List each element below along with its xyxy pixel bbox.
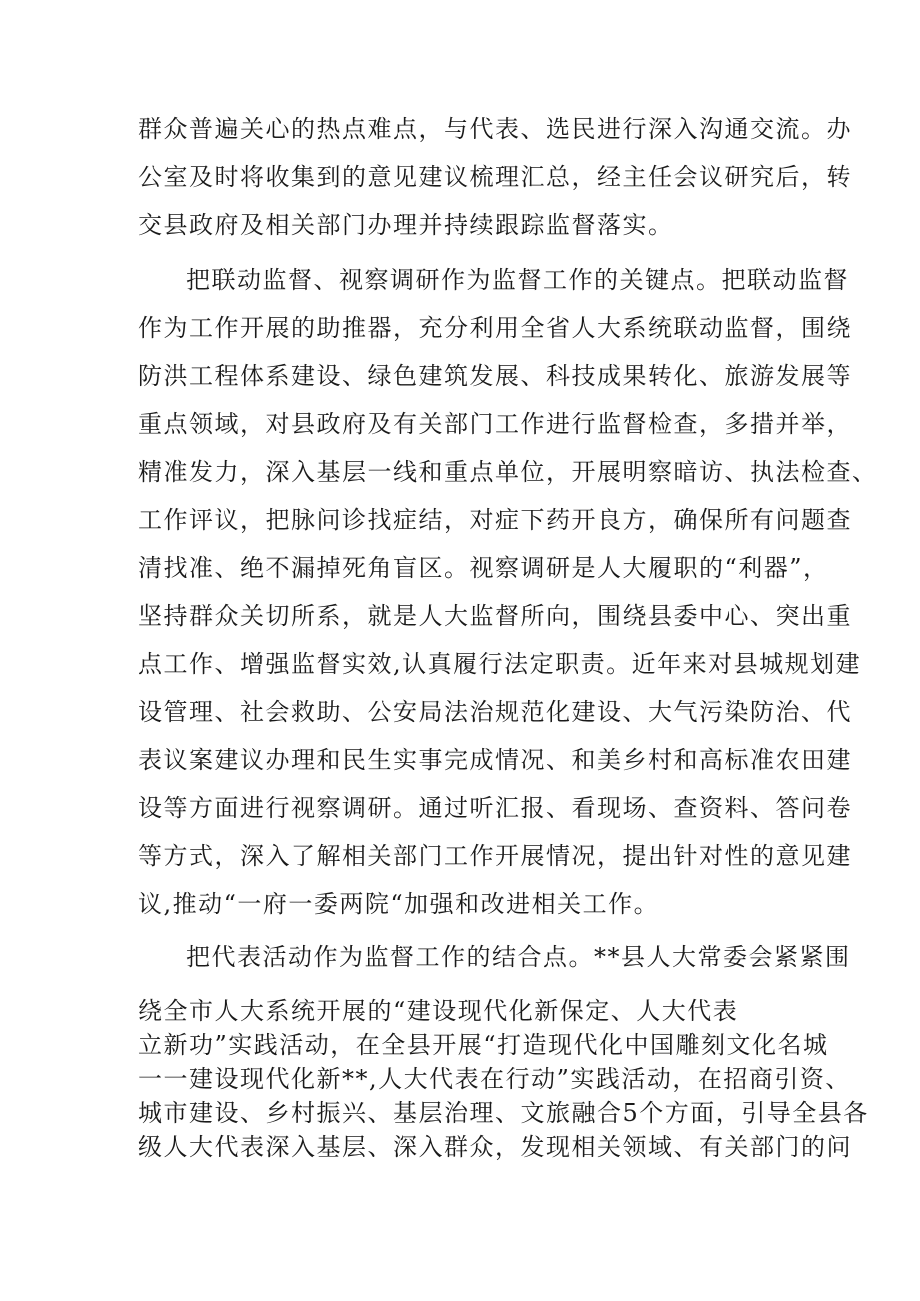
- text-line: 一一建设现代化新**,人大代表在行动”实践活动，在招商引资、: [138, 1065, 851, 1093]
- text-line: 工作评议，把脉问诊找症结，对症下药开良方，确保所有问题查: [138, 506, 852, 534]
- text-line: 绕全市人大系统开展的“建设现代化新保定、人大代表: [138, 997, 739, 1025]
- text-line: 表议案建议办理和民生实事完成情况、和美乡村和高标准农田建: [138, 746, 852, 774]
- text-line: 把联动监督、视察调研作为监督工作的关键点。把联动监督: [186, 266, 849, 294]
- text-line: 公室及时将收集到的意见建议梳理汇总，经主任会议研究后，转: [138, 163, 852, 191]
- text-line: 交县政府及相关部门办理并持续跟踪监督落实。: [138, 211, 674, 239]
- text-line: 精准发力，深入基层一线和重点单位，开展明察暗访、执法检查、: [138, 458, 878, 486]
- text-line: 等方式，深入了解相关部门工作开展情况，提出针对性的意见建: [138, 842, 852, 870]
- text-line: 把代表活动作为监督工作的结合点。**县人大常委会紧紧围: [186, 943, 851, 971]
- text-line: 点工作、增强监督实效,认真履行法定职责。近年来对县城规划建: [138, 650, 862, 678]
- text-line: 议,推动“一府一委两院“加强和改进相关工作。: [138, 890, 660, 918]
- text-line: 立新功”实践活动，在全县开展“打造现代化中国雕刻文化名城: [138, 1031, 829, 1059]
- text-line: 级人大代表深入基层、深入群众，发现相关领域、有关部门的问: [138, 1133, 852, 1161]
- text-line: 清找准、绝不漏掉死角盲区。视察调研是人大履职的“利器”，: [138, 554, 829, 582]
- text-line: 设等方面进行视察调研。通过听汇报、看现场、查资料、答问卷: [138, 794, 852, 822]
- text-line: 坚持群众关切所系，就是人大监督所向，围绕县委中心、突出重: [138, 602, 852, 630]
- text-line: 设管理、社会救助、公安局法治规范化建设、大气污染防治、代: [138, 698, 852, 726]
- text-line: 重点领域，对县政府及有关部门工作进行监督检查，多措并举，: [138, 410, 852, 438]
- text-line: 作为工作开展的助推器，充分利用全省人大系统联动监督，围绕: [138, 314, 852, 342]
- text-line: 城市建设、乡村振兴、基层治理、文旅融合5个方面，引导全县各: [138, 1099, 869, 1127]
- text-line: 群众普遍关心的热点难点，与代表、选民进行深入沟通交流。办: [138, 115, 852, 143]
- text-line: 防洪工程体系建设、绿色建筑发展、科技成果转化、旅游发展等: [138, 362, 852, 390]
